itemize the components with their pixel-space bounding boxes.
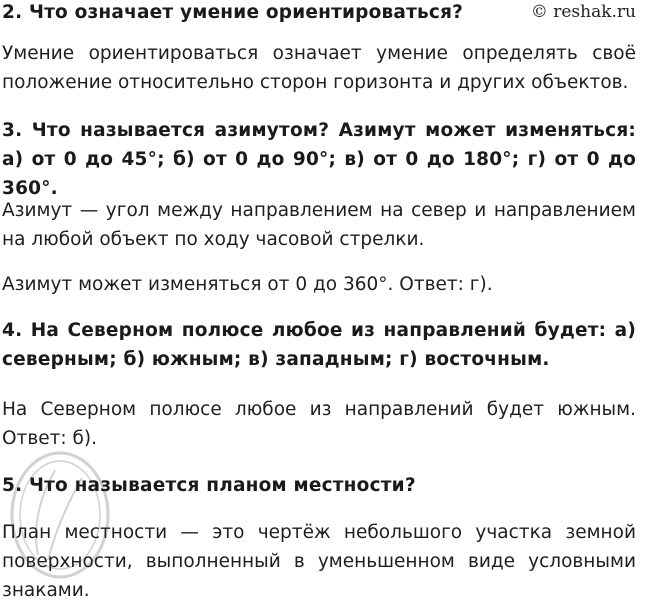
answer-4: На Северном полюсе любое из направлений будет южным. Ответ: б). — [2, 399, 636, 449]
answer-2: Умение ориентироваться означает умение определять своё положение относительно сторон горизонта и других объектов. — [2, 43, 636, 93]
site-watermark: © reshak.ru — [530, 2, 636, 22]
answer-3-definition: Азимут — угол между направлением на север и направлением на любой объект по ходу часовой стрелки. — [2, 200, 636, 250]
question-5: 5. Что называется планом местности? — [2, 475, 416, 496]
question-4: 4. На Северном полюсе любое из направлений будет: а) северным; б) южным; в) западным; г) восточным. — [2, 320, 636, 370]
answer-3-result: Азимут может изменяться от 0 до 360°. Ответ: г). — [2, 274, 493, 295]
answer-5: План местности — это чертёж небольшого участка земной поверхности, выполненный в уменьшенном виде условными знаками. — [2, 522, 636, 601]
question-2: 2. Что означает умение ориентироваться? — [2, 2, 464, 23]
question-3: 3. Что называется азимутом? Азимут может изменяться: а) от 0 до 45°; б) от 0 до 90°; в) от 0 до 180°; г) от 0 до 360°. — [2, 120, 636, 199]
